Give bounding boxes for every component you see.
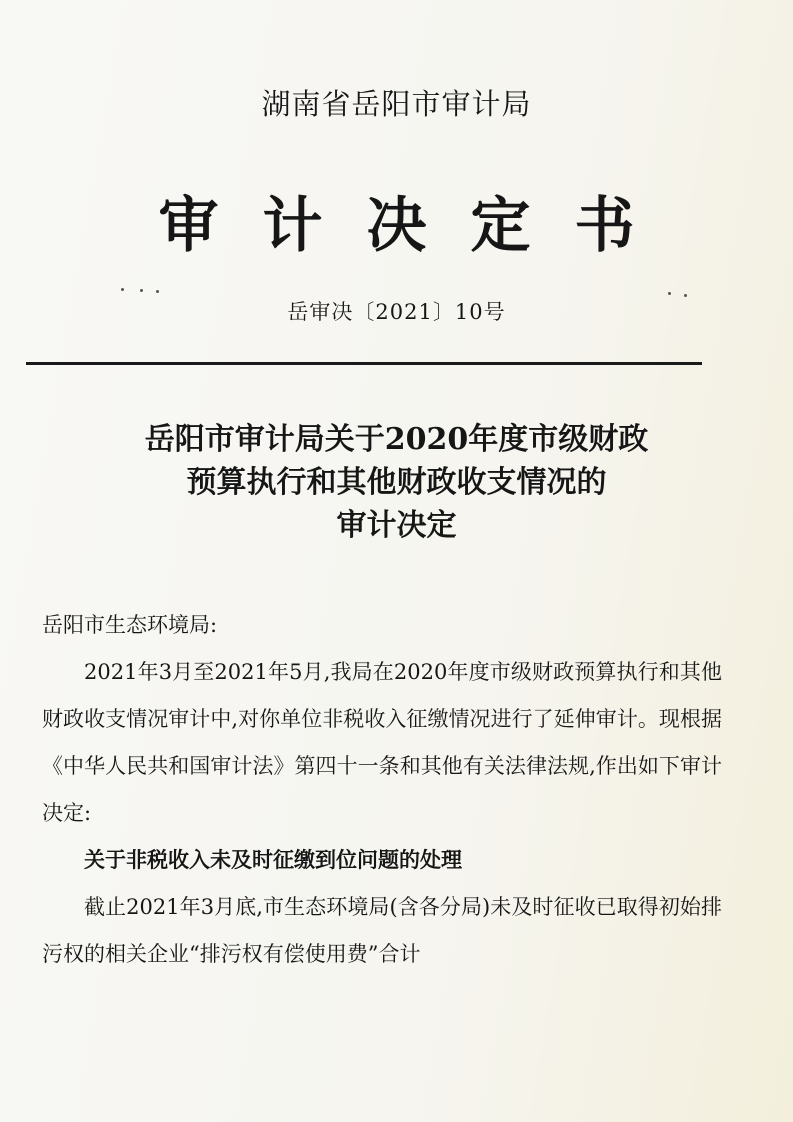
title-line-1: 岳阳市审计局关于2020年度市级财政 bbox=[144, 422, 649, 457]
paragraph-finding: 截止2021年3月底,市生态环境局(含各分局)未及时征收已取得初始排污权的相关企业“排污权有偿使用费”合计 bbox=[42, 895, 722, 966]
document-body bbox=[42, 602, 722, 978]
scan-speck bbox=[156, 290, 159, 293]
document-number: 岳审决〔2021〕10号 bbox=[287, 300, 506, 324]
addressee: 岳阳市生态环境局: bbox=[42, 613, 218, 637]
header-divider bbox=[26, 362, 702, 365]
scan-speck bbox=[121, 288, 124, 291]
title-line-3: 审计决定 bbox=[336, 508, 457, 543]
scan-speck bbox=[668, 292, 671, 295]
title-line-2: 预算执行和其他财政收支情况的 bbox=[186, 465, 607, 500]
issuing-organization: 湖南省岳阳市审计局 bbox=[261, 87, 532, 121]
paragraph-audit-scope: 2021年3月至2021年5月,我局在2020年度市级财政预算执行和其他财政收支情况审计中,对你单位非税收入征缴情况进行了延伸审计。现根据《中华人民共和国审计法》第四十一条和其他有关法律法规,作出如下审计决定: bbox=[42, 660, 722, 825]
document-type-title: 审计决定书 bbox=[158, 191, 679, 261]
document-title bbox=[0, 418, 793, 547]
section-heading: 关于非税收入未及时征缴到位问题的处理 bbox=[84, 848, 462, 872]
scan-speck bbox=[140, 289, 143, 292]
